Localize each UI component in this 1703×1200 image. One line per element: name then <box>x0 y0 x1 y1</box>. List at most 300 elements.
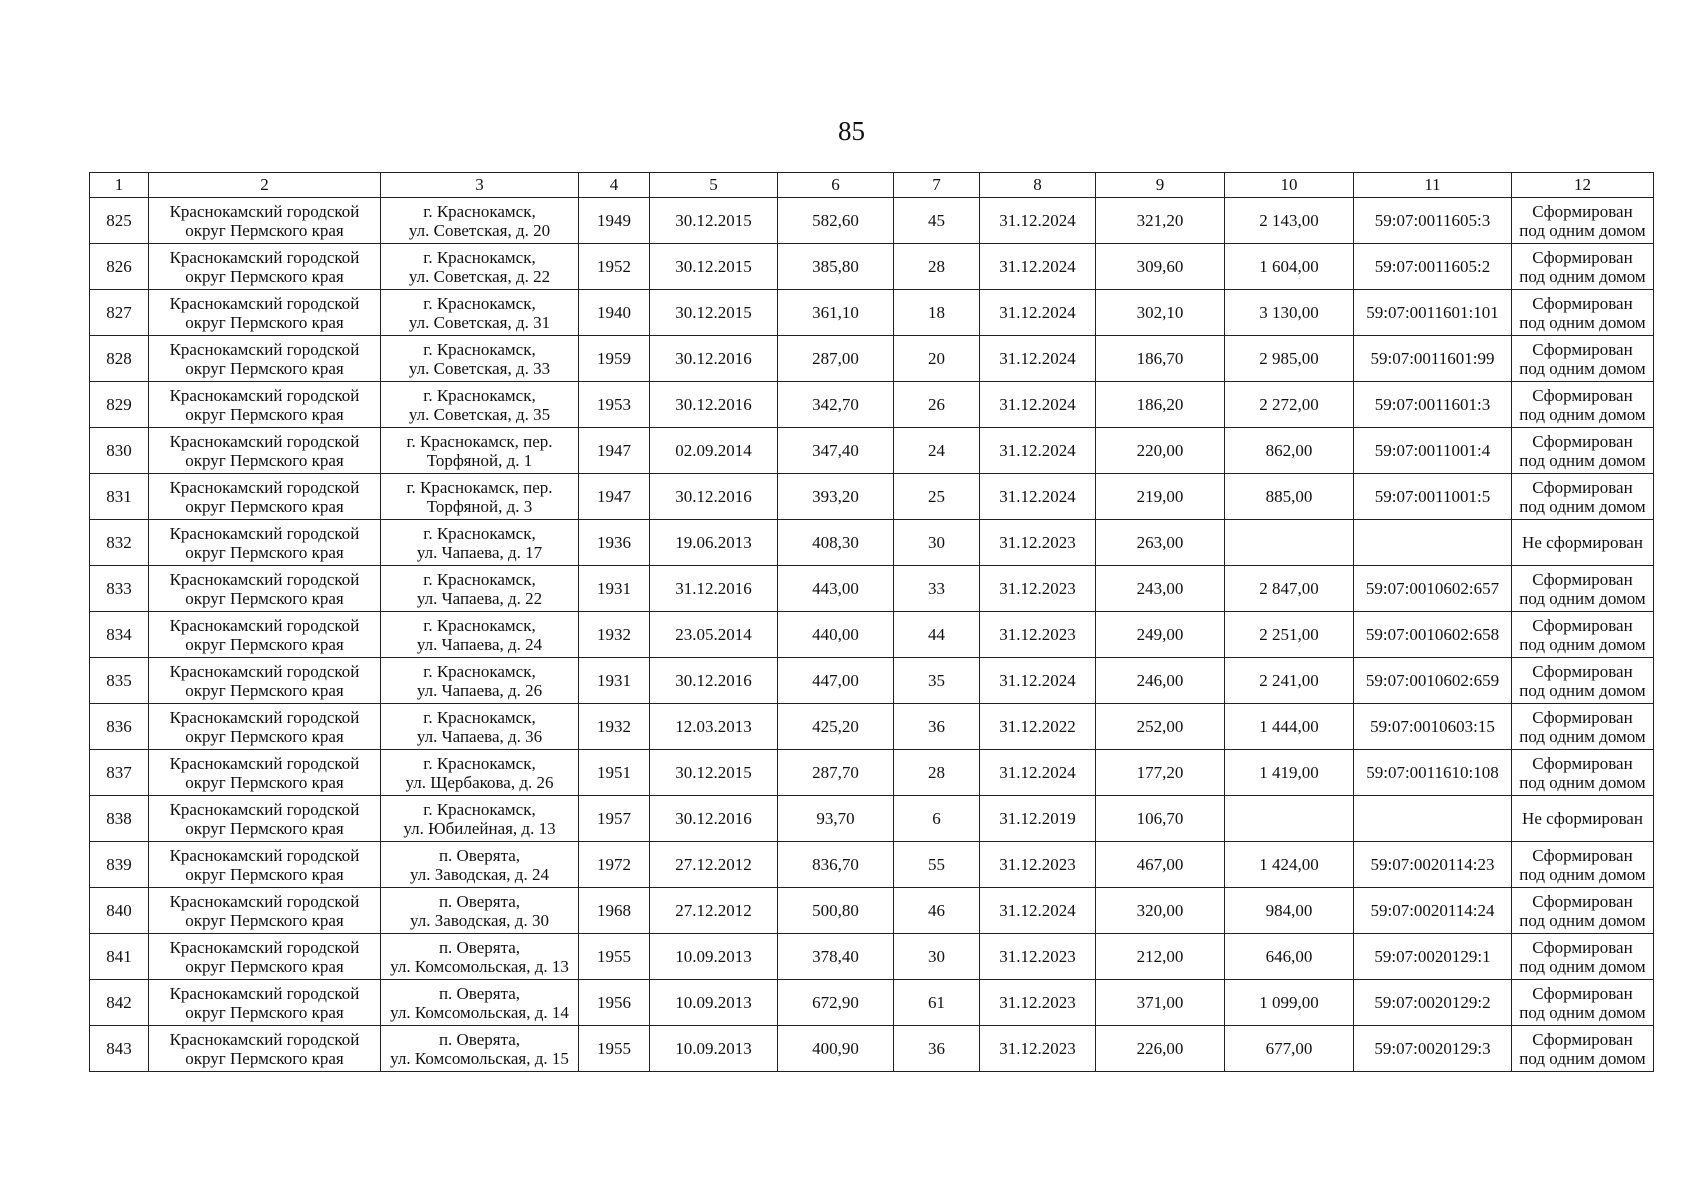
residents-cell: 25 <box>894 474 980 520</box>
municipality-line: округ Пермского края <box>185 1002 344 1022</box>
column-header-10: 10 <box>1225 173 1354 198</box>
municipality-line: Краснокамский городской <box>169 339 360 359</box>
table-header <box>90 173 1654 198</box>
resettlement-date-cell: 31.12.2023 <box>980 842 1096 888</box>
address-cell <box>381 888 579 934</box>
cadastral-number-cell: 59:07:0011601:101 <box>1354 290 1512 336</box>
municipality-line: округ Пермского края <box>185 956 344 976</box>
address-cell <box>381 658 579 704</box>
land-status-line: под одним домом <box>1519 864 1646 884</box>
municipality-line: округ Пермского края <box>185 450 344 470</box>
address-line: г. Краснокамск, <box>423 523 536 543</box>
land-status-line: под одним домом <box>1519 266 1646 286</box>
recognition-date-cell: 30.12.2016 <box>650 474 778 520</box>
resettlement-date-cell: 31.12.2023 <box>980 934 1096 980</box>
cadastral-number-cell: 59:07:0010603:15 <box>1354 704 1512 750</box>
table-row <box>90 842 1654 888</box>
area-cell: 287,70 <box>778 750 894 796</box>
row-number-cell: 825 <box>90 198 149 244</box>
page-number: 85 <box>838 116 865 146</box>
column-header-5: 5 <box>650 173 778 198</box>
residents-cell: 33 <box>894 566 980 612</box>
row-number-cell: 834 <box>90 612 149 658</box>
area-cell: 443,00 <box>778 566 894 612</box>
address-cell <box>381 428 579 474</box>
address-cell <box>381 704 579 750</box>
land-status-cell <box>1512 198 1654 244</box>
table-row <box>90 796 1654 842</box>
address-line: ул. Юбилейная, д. 13 <box>403 818 556 838</box>
address-cell <box>381 474 579 520</box>
land-status-line: под одним домом <box>1519 634 1646 654</box>
land-status-line: Сформирован <box>1532 477 1633 497</box>
column-9-cell: 246,00 <box>1096 658 1225 704</box>
recognition-date-cell: 02.09.2014 <box>650 428 778 474</box>
municipality-cell <box>149 888 381 934</box>
column-9-cell: 467,00 <box>1096 842 1225 888</box>
row-number-cell: 840 <box>90 888 149 934</box>
municipality-line: округ Пермского края <box>185 910 344 930</box>
header-row <box>90 173 1654 198</box>
area-cell: 393,20 <box>778 474 894 520</box>
year-built-cell: 1936 <box>579 520 650 566</box>
land-status-line: под одним домом <box>1519 220 1646 240</box>
cadastral-number-cell: 59:07:0011001:4 <box>1354 428 1512 474</box>
land-status-cell <box>1512 980 1654 1026</box>
row-number-cell: 835 <box>90 658 149 704</box>
land-status-line: Сформирован <box>1532 615 1633 635</box>
resettlement-date-cell: 31.12.2024 <box>980 428 1096 474</box>
year-built-cell: 1952 <box>579 244 650 290</box>
municipality-line: Краснокамский городской <box>169 937 360 957</box>
area-cell: 93,70 <box>778 796 894 842</box>
cadastral-number-cell: 59:07:0020129:3 <box>1354 1026 1512 1072</box>
land-area-cell: 2 143,00 <box>1225 198 1354 244</box>
residents-cell: 30 <box>894 934 980 980</box>
land-area-cell: 646,00 <box>1225 934 1354 980</box>
area-cell: 378,40 <box>778 934 894 980</box>
municipality-cell <box>149 336 381 382</box>
address-cell <box>381 198 579 244</box>
land-status-line: Сформирован <box>1532 431 1633 451</box>
land-status-cell <box>1512 612 1654 658</box>
address-cell <box>381 750 579 796</box>
row-number-cell: 843 <box>90 1026 149 1072</box>
cadastral-number-cell: 59:07:0020114:24 <box>1354 888 1512 934</box>
address-cell <box>381 566 579 612</box>
column-9-cell: 177,20 <box>1096 750 1225 796</box>
table-row <box>90 750 1654 796</box>
municipality-line: округ Пермского края <box>185 358 344 378</box>
address-cell <box>381 382 579 428</box>
municipality-cell <box>149 244 381 290</box>
land-status-line: Сформирован <box>1532 569 1633 589</box>
area-cell: 500,80 <box>778 888 894 934</box>
land-status-cell <box>1512 796 1654 842</box>
address-cell <box>381 934 579 980</box>
land-status-line: Сформирован <box>1532 1029 1633 1049</box>
address-line: п. Оверята, <box>438 1029 521 1049</box>
area-cell: 440,00 <box>778 612 894 658</box>
cadastral-number-cell: 59:07:0011601:99 <box>1354 336 1512 382</box>
residents-cell: 18 <box>894 290 980 336</box>
column-9-cell: 263,00 <box>1096 520 1225 566</box>
municipality-cell <box>149 1026 381 1072</box>
cadastral-number-cell: 59:07:0011601:3 <box>1354 382 1512 428</box>
municipality-cell <box>149 520 381 566</box>
table-row <box>90 244 1654 290</box>
recognition-date-cell: 31.12.2016 <box>650 566 778 612</box>
municipality-line: Краснокамский городской <box>169 799 360 819</box>
row-number-cell: 829 <box>90 382 149 428</box>
land-status-line: под одним домом <box>1519 956 1646 976</box>
address-line: г. Краснокамск, <box>423 293 536 313</box>
column-header-7: 7 <box>894 173 980 198</box>
land-area-cell: 2 272,00 <box>1225 382 1354 428</box>
land-status-cell <box>1512 244 1654 290</box>
column-header-4: 4 <box>579 173 650 198</box>
column-header-12: 12 <box>1512 173 1654 198</box>
municipality-cell <box>149 750 381 796</box>
cadastral-number-cell: 59:07:0020129:1 <box>1354 934 1512 980</box>
column-9-cell: 186,20 <box>1096 382 1225 428</box>
year-built-cell: 1957 <box>579 796 650 842</box>
table-row <box>90 198 1654 244</box>
row-number-cell: 833 <box>90 566 149 612</box>
municipality-cell <box>149 290 381 336</box>
area-cell: 400,90 <box>778 1026 894 1072</box>
column-9-cell: 212,00 <box>1096 934 1225 980</box>
land-status-cell <box>1512 336 1654 382</box>
year-built-cell: 1931 <box>579 658 650 704</box>
year-built-cell: 1931 <box>579 566 650 612</box>
table-row <box>90 888 1654 934</box>
municipality-line: Краснокамский городской <box>169 201 360 221</box>
land-area-cell: 1 604,00 <box>1225 244 1354 290</box>
column-header-9: 9 <box>1096 173 1225 198</box>
address-line: г. Краснокамск, <box>423 339 536 359</box>
municipality-line: округ Пермского края <box>185 542 344 562</box>
residents-cell: 24 <box>894 428 980 474</box>
table-row <box>90 934 1654 980</box>
address-line: ул. Заводская, д. 24 <box>410 864 549 884</box>
land-status-cell <box>1512 428 1654 474</box>
land-status-line: Сформирован <box>1532 983 1633 1003</box>
land-status-line: Сформирован <box>1532 339 1633 359</box>
land-status-line: под одним домом <box>1519 910 1646 930</box>
resettlement-date-cell: 31.12.2023 <box>980 520 1096 566</box>
column-9-cell: 321,20 <box>1096 198 1225 244</box>
address-line: г. Краснокамск, <box>423 799 536 819</box>
resettlement-date-cell: 31.12.2023 <box>980 1026 1096 1072</box>
address-line: п. Оверята, <box>438 891 521 911</box>
municipality-line: округ Пермского края <box>185 634 344 654</box>
address-line: г. Краснокамск, <box>423 247 536 267</box>
resettlement-date-cell: 31.12.2024 <box>980 474 1096 520</box>
land-status-cell <box>1512 934 1654 980</box>
recognition-date-cell: 19.06.2013 <box>650 520 778 566</box>
row-number-cell: 838 <box>90 796 149 842</box>
housing-registry-table <box>89 172 1654 1072</box>
column-header-8: 8 <box>980 173 1096 198</box>
recognition-date-cell: 30.12.2016 <box>650 336 778 382</box>
land-area-cell: 2 251,00 <box>1225 612 1354 658</box>
residents-cell: 44 <box>894 612 980 658</box>
area-cell: 836,70 <box>778 842 894 888</box>
municipality-line: Краснокамский городской <box>169 891 360 911</box>
resettlement-date-cell: 31.12.2024 <box>980 888 1096 934</box>
recognition-date-cell: 30.12.2015 <box>650 290 778 336</box>
recognition-date-cell: 27.12.2012 <box>650 888 778 934</box>
column-header-6: 6 <box>778 173 894 198</box>
row-number-cell: 839 <box>90 842 149 888</box>
table-row <box>90 612 1654 658</box>
address-line: ул. Комсомольская, д. 14 <box>390 1002 569 1022</box>
column-header-11: 11 <box>1354 173 1512 198</box>
municipality-line: Краснокамский городской <box>169 385 360 405</box>
row-number-cell: 831 <box>90 474 149 520</box>
municipality-line: округ Пермского края <box>185 404 344 424</box>
municipality-line: Краснокамский городской <box>169 293 360 313</box>
table-row <box>90 658 1654 704</box>
row-number-cell: 827 <box>90 290 149 336</box>
land-status-cell <box>1512 888 1654 934</box>
residents-cell: 28 <box>894 750 980 796</box>
land-area-cell: 2 241,00 <box>1225 658 1354 704</box>
table-row <box>90 980 1654 1026</box>
residents-cell: 26 <box>894 382 980 428</box>
land-status-line: под одним домом <box>1519 404 1646 424</box>
cadastral-number-cell: 59:07:0020114:23 <box>1354 842 1512 888</box>
address-line: Торфяной, д. 3 <box>426 496 533 516</box>
cadastral-number-cell: 59:07:0011605:3 <box>1354 198 1512 244</box>
land-area-cell <box>1225 520 1354 566</box>
recognition-date-cell: 30.12.2016 <box>650 658 778 704</box>
municipality-cell <box>149 980 381 1026</box>
year-built-cell: 1968 <box>579 888 650 934</box>
address-cell <box>381 796 579 842</box>
recognition-date-cell: 10.09.2013 <box>650 980 778 1026</box>
municipality-line: округ Пермского края <box>185 1048 344 1068</box>
land-status-line: под одним домом <box>1519 1048 1646 1068</box>
municipality-line: округ Пермского края <box>185 818 344 838</box>
column-9-cell: 371,00 <box>1096 980 1225 1026</box>
municipality-line: Краснокамский городской <box>169 983 360 1003</box>
area-cell: 287,00 <box>778 336 894 382</box>
municipality-line: Краснокамский городской <box>169 615 360 635</box>
resettlement-date-cell: 31.12.2024 <box>980 382 1096 428</box>
residents-cell: 6 <box>894 796 980 842</box>
row-number-cell: 837 <box>90 750 149 796</box>
land-status-cell <box>1512 566 1654 612</box>
resettlement-date-cell: 31.12.2024 <box>980 658 1096 704</box>
land-status-line: Сформирован <box>1532 937 1633 957</box>
land-status-cell <box>1512 842 1654 888</box>
area-cell: 447,00 <box>778 658 894 704</box>
resettlement-date-cell: 31.12.2023 <box>980 566 1096 612</box>
address-line: п. Оверята, <box>438 845 521 865</box>
year-built-cell: 1956 <box>579 980 650 1026</box>
table-body <box>90 198 1654 1072</box>
municipality-line: округ Пермского края <box>185 772 344 792</box>
residents-cell: 36 <box>894 1026 980 1072</box>
address-line: ул. Щербакова, д. 26 <box>405 772 554 792</box>
address-line: г. Краснокамск, <box>423 385 536 405</box>
land-status-cell <box>1512 750 1654 796</box>
residents-cell: 30 <box>894 520 980 566</box>
municipality-cell <box>149 428 381 474</box>
land-status-cell <box>1512 1026 1654 1072</box>
address-line: г. Краснокамск, пер. <box>406 431 553 451</box>
resettlement-date-cell: 31.12.2023 <box>980 612 1096 658</box>
municipality-line: Краснокамский городской <box>169 477 360 497</box>
land-status-line: Сформирован <box>1532 707 1633 727</box>
municipality-line: Краснокамский городской <box>169 661 360 681</box>
recognition-date-cell: 10.09.2013 <box>650 1026 778 1072</box>
address-line: г. Краснокамск, <box>423 661 536 681</box>
address-line: ул. Комсомольская, д. 13 <box>390 956 569 976</box>
table-row <box>90 1026 1654 1072</box>
residents-cell: 61 <box>894 980 980 1026</box>
address-line: ул. Советская, д. 31 <box>408 312 551 332</box>
year-built-cell: 1949 <box>579 198 650 244</box>
land-status-line: под одним домом <box>1519 450 1646 470</box>
municipality-cell <box>149 842 381 888</box>
column-header-3: 3 <box>381 173 579 198</box>
land-status-line: под одним домом <box>1519 772 1646 792</box>
municipality-line: Краснокамский городской <box>169 1029 360 1049</box>
municipality-line: округ Пермского края <box>185 864 344 884</box>
year-built-cell: 1947 <box>579 428 650 474</box>
area-cell: 408,30 <box>778 520 894 566</box>
land-area-cell: 885,00 <box>1225 474 1354 520</box>
column-9-cell: 302,10 <box>1096 290 1225 336</box>
year-built-cell: 1955 <box>579 1026 650 1072</box>
municipality-line: Краснокамский городской <box>169 845 360 865</box>
year-built-cell: 1953 <box>579 382 650 428</box>
address-line: ул. Чапаева, д. 17 <box>416 542 543 562</box>
column-header-1: 1 <box>90 173 149 198</box>
table-row <box>90 520 1654 566</box>
municipality-cell <box>149 934 381 980</box>
residents-cell: 35 <box>894 658 980 704</box>
municipality-line: округ Пермского края <box>185 220 344 240</box>
land-area-cell <box>1225 796 1354 842</box>
resettlement-date-cell: 31.12.2023 <box>980 980 1096 1026</box>
row-number-cell: 836 <box>90 704 149 750</box>
area-cell: 385,80 <box>778 244 894 290</box>
land-area-cell: 984,00 <box>1225 888 1354 934</box>
row-number-cell: 830 <box>90 428 149 474</box>
cadastral-number-cell: 59:07:0011605:2 <box>1354 244 1512 290</box>
cadastral-number-cell <box>1354 796 1512 842</box>
area-cell: 425,20 <box>778 704 894 750</box>
recognition-date-cell: 27.12.2012 <box>650 842 778 888</box>
cadastral-number-cell: 59:07:0010602:659 <box>1354 658 1512 704</box>
residents-cell: 45 <box>894 198 980 244</box>
table-row <box>90 428 1654 474</box>
address-cell <box>381 290 579 336</box>
municipality-line: Краснокамский городской <box>169 247 360 267</box>
municipality-cell <box>149 704 381 750</box>
cadastral-number-cell: 59:07:0010602:658 <box>1354 612 1512 658</box>
recognition-date-cell: 30.12.2016 <box>650 796 778 842</box>
municipality-line: округ Пермского края <box>185 726 344 746</box>
land-area-cell: 1 099,00 <box>1225 980 1354 1026</box>
column-9-cell: 219,00 <box>1096 474 1225 520</box>
municipality-line: округ Пермского края <box>185 588 344 608</box>
year-built-cell: 1959 <box>579 336 650 382</box>
year-built-cell: 1972 <box>579 842 650 888</box>
address-line: г. Краснокамск, пер. <box>406 477 553 497</box>
land-area-cell: 862,00 <box>1225 428 1354 474</box>
address-line: г. Краснокамск, <box>423 753 536 773</box>
municipality-line: Краснокамский городской <box>169 569 360 589</box>
row-number-cell: 832 <box>90 520 149 566</box>
land-status-line: Сформирован <box>1532 753 1633 773</box>
column-9-cell: 220,00 <box>1096 428 1225 474</box>
municipality-cell <box>149 566 381 612</box>
land-area-cell: 1 444,00 <box>1225 704 1354 750</box>
area-cell: 347,40 <box>778 428 894 474</box>
address-line: п. Оверята, <box>438 937 521 957</box>
recognition-date-cell: 10.09.2013 <box>650 934 778 980</box>
area-cell: 342,70 <box>778 382 894 428</box>
recognition-date-cell: 30.12.2015 <box>650 244 778 290</box>
recognition-date-cell: 12.03.2013 <box>650 704 778 750</box>
resettlement-date-cell: 31.12.2024 <box>980 290 1096 336</box>
year-built-cell: 1947 <box>579 474 650 520</box>
land-status-line: под одним домом <box>1519 312 1646 332</box>
recognition-date-cell: 23.05.2014 <box>650 612 778 658</box>
resettlement-date-cell: 31.12.2024 <box>980 244 1096 290</box>
area-cell: 582,60 <box>778 198 894 244</box>
address-line: ул. Чапаева, д. 26 <box>416 680 543 700</box>
address-cell <box>381 842 579 888</box>
municipality-line: Краснокамский городской <box>169 753 360 773</box>
table-row <box>90 290 1654 336</box>
address-cell <box>381 520 579 566</box>
land-status-line: под одним домом <box>1519 588 1646 608</box>
resettlement-date-cell: 31.12.2024 <box>980 198 1096 244</box>
year-built-cell: 1951 <box>579 750 650 796</box>
land-status-cell <box>1512 290 1654 336</box>
residents-cell: 28 <box>894 244 980 290</box>
column-9-cell: 243,00 <box>1096 566 1225 612</box>
municipality-cell <box>149 658 381 704</box>
address-line: г. Краснокамск, <box>423 569 536 589</box>
municipality-line: округ Пермского края <box>185 266 344 286</box>
municipality-line: округ Пермского края <box>185 496 344 516</box>
residents-cell: 36 <box>894 704 980 750</box>
year-built-cell: 1932 <box>579 612 650 658</box>
municipality-line: округ Пермского края <box>185 680 344 700</box>
cadastral-number-cell: 59:07:0011610:108 <box>1354 750 1512 796</box>
column-9-cell: 106,70 <box>1096 796 1225 842</box>
year-built-cell: 1955 <box>579 934 650 980</box>
table-row <box>90 474 1654 520</box>
column-9-cell: 320,00 <box>1096 888 1225 934</box>
address-cell <box>381 980 579 1026</box>
address-cell <box>381 1026 579 1072</box>
table-row <box>90 704 1654 750</box>
address-line: ул. Чапаева, д. 36 <box>416 726 543 746</box>
municipality-cell <box>149 796 381 842</box>
area-cell: 672,90 <box>778 980 894 1026</box>
residents-cell: 55 <box>894 842 980 888</box>
column-header-2: 2 <box>149 173 381 198</box>
address-line: ул. Советская, д. 35 <box>408 404 551 424</box>
